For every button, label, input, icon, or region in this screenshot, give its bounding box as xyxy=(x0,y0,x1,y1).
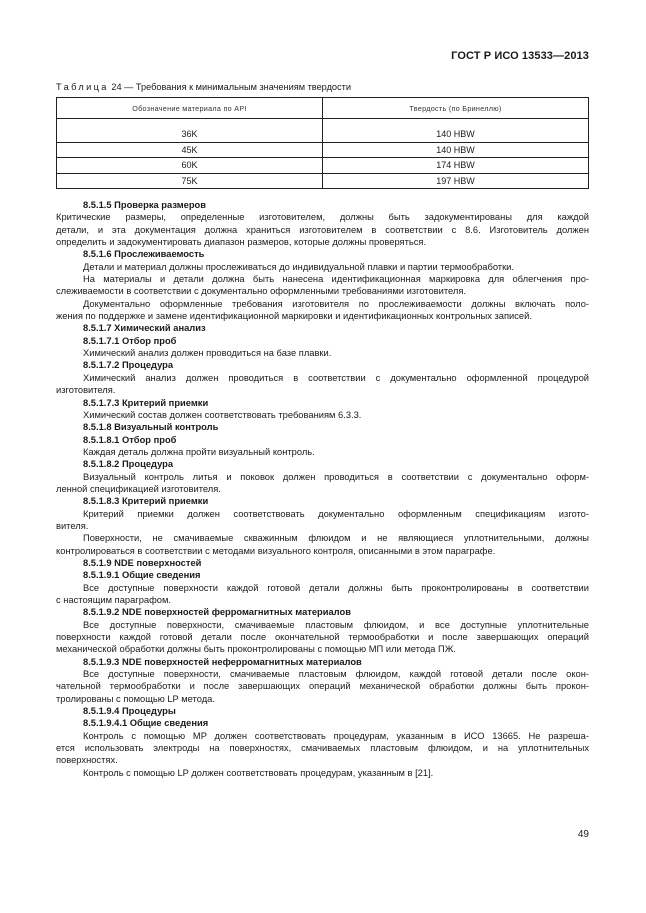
section-heading: 8.5.1.7.2 Процедура xyxy=(83,360,174,371)
paragraph-line: Документально оформленные требования изготовителя по прослеживаемости должны включать поло- xyxy=(83,298,589,309)
section-heading: 8.5.1.7.3 Критерий приемки xyxy=(83,397,209,408)
paragraph-line: Все доступные поверхности каждой готовой детали должны быть проконтролированы в соответствии xyxy=(83,582,589,593)
section-heading: 8.5.1.8.2 Процедура xyxy=(83,459,174,470)
table-row xyxy=(57,173,589,189)
table-caption-text: 24 — Требования к минимальным значениям твердости xyxy=(108,82,351,92)
paragraph-line: поверхности каждой готовой детали после окончательной термообработки и после завершающих операций xyxy=(56,632,589,643)
paragraph-line: чательной термообработки и после завершающих операций механической обработки должны быть прокон- xyxy=(56,681,589,692)
paragraph-line: Каждая деталь должна пройти визуальный контроль. xyxy=(83,446,315,457)
column-header-material: Обозначение материала по API xyxy=(57,98,323,119)
section-heading: 8.5.1.9.1 Общие сведения xyxy=(83,570,201,581)
table-cell-material: 45K xyxy=(57,142,323,158)
paragraph-line: Детали и материал должны прослеживаться до индивидуальной плавки и партии термообработки. xyxy=(83,261,514,272)
paragraph-line: поверхностях. xyxy=(56,755,118,766)
paragraph-line: с настоящим параграфом. xyxy=(56,595,172,605)
paragraph-line: изготовителя. xyxy=(56,385,116,396)
paragraph-line: слеживаемости в соответствии с документально оформленными требованиями изготовителя. xyxy=(56,286,466,297)
paragraph-line: На материалы и детали должна быть нанесена идентификационная маркировка для облегчения про- xyxy=(83,274,589,285)
table-cell-material: 75K xyxy=(57,173,323,189)
paragraph-line: тролированы с помощью LP метода. xyxy=(56,693,215,704)
paragraph-line: детали, и эта документация должна храниться изготовителем в соответствии с 8.6. Изготовитель должен xyxy=(56,224,589,235)
paragraph-line: вителя. xyxy=(56,520,89,531)
column-header-hardness: Твердость (по Бринеллю) xyxy=(323,98,589,119)
document-header: ГОСТ Р ИСО 13533—2013 xyxy=(451,50,589,62)
section-heading: 8.5.1.8 Визуальный контроль xyxy=(83,422,219,433)
table-cell-material: 36K xyxy=(57,127,323,142)
paragraph-line: Все доступные поверхности, смачиваемые пластовым флюидом, и все доступные уплотнительные xyxy=(83,619,589,630)
paragraph-line: Поверхности, не смачиваемые скважинным флюидом и не являющиеся уплотнительными, должны xyxy=(83,533,589,544)
table-caption xyxy=(56,82,351,92)
table-cell-hardness: 140 HBW xyxy=(323,127,589,142)
document-body xyxy=(56,199,589,779)
hardness-table xyxy=(56,97,589,189)
table-cell-hardness: 140 HBW xyxy=(323,142,589,158)
paragraph-line: Критерий приемки должен соответствовать документально оформленным спецификациям изгото- xyxy=(83,508,589,519)
paragraph-line: Контроль с помощью MP должен соответствовать процедурам, указанным в ИСО 13665. Не разреша- xyxy=(83,730,589,741)
paragraph-line: контролироваться в соответствии с методами визуального контроля, описанными в этом параграфе. xyxy=(56,545,496,556)
table-row xyxy=(57,142,589,158)
section-heading: 8.5.1.9.3 NDE поверхностей неферромагнитных материалов xyxy=(83,656,362,667)
paragraph-line: Контроль с помощью LP должен соответствовать процедурам, указанным в [21]. xyxy=(83,767,434,778)
section-heading: 8.5.1.8.1 Отбор проб xyxy=(83,434,177,445)
paragraph-line: жения по поддержке и замене идентификационной маркировки и идентификационных контрольных записей. xyxy=(56,311,532,322)
section-heading: 8.5.1.7.1 Отбор проб xyxy=(83,335,177,346)
paragraph-line: определить и задокументировать диапазон размеров, которые должны проверяться. xyxy=(56,237,427,248)
table-cell-hardness: 174 HBW xyxy=(323,158,589,174)
section-heading: 8.5.1.7 Химический анализ xyxy=(83,323,206,334)
section-heading: 8.5.1.6 Прослеживаемость xyxy=(83,249,205,260)
table-row xyxy=(57,158,589,174)
paragraph-line: Критические размеры, определенные изготовителем, должны быть задокументированы для каждой xyxy=(56,212,589,223)
paragraph-line: механической обработки должны быть проконтролированы с помощью МП или метода ПЖ. xyxy=(56,644,457,655)
paragraph-line: Визуальный контроль литья и поковок должен проводиться в соответствии с документально оформ- xyxy=(83,471,589,482)
table-cell-hardness: 197 HBW xyxy=(323,173,589,189)
table-row xyxy=(57,127,589,142)
paragraph-line: Химический анализ должен проводиться в соответствии с документально оформленной процедурой xyxy=(83,372,589,383)
paragraph-line: Химический анализ должен проводиться на базе плавки. xyxy=(83,348,332,359)
section-heading: 8.5.1.5 Проверка размеров xyxy=(83,200,206,210)
section-heading: 8.5.1.9.4.1 Общие сведения xyxy=(83,718,209,729)
table-cell-material: 60K xyxy=(57,158,323,174)
table-caption-word: Таблица xyxy=(56,82,109,92)
section-heading: 8.5.1.8.3 Критерий приемки xyxy=(83,496,209,507)
section-heading: 8.5.1.9.2 NDE поверхностей ферромагнитных материалов xyxy=(83,607,351,618)
section-heading: 8.5.1.9.4 Процедуры xyxy=(83,706,176,717)
page-number: 49 xyxy=(577,829,589,840)
paragraph-line: ленной спецификацией изготовителя. xyxy=(56,483,221,494)
paragraph-line: ется использовать электроды на поверхностях, смачиваемых пластовым флюидом, и на уплотнительных xyxy=(56,743,589,754)
paragraph-line: Химический состав должен соответствовать требованиям 6.3.3. xyxy=(83,409,362,420)
section-heading: 8.5.1.9 NDE поверхностей xyxy=(83,557,202,568)
paragraph-line: Все доступные поверхности, смачиваемые пластовым флюидом, каждой готовой детали после окон- xyxy=(83,669,589,680)
